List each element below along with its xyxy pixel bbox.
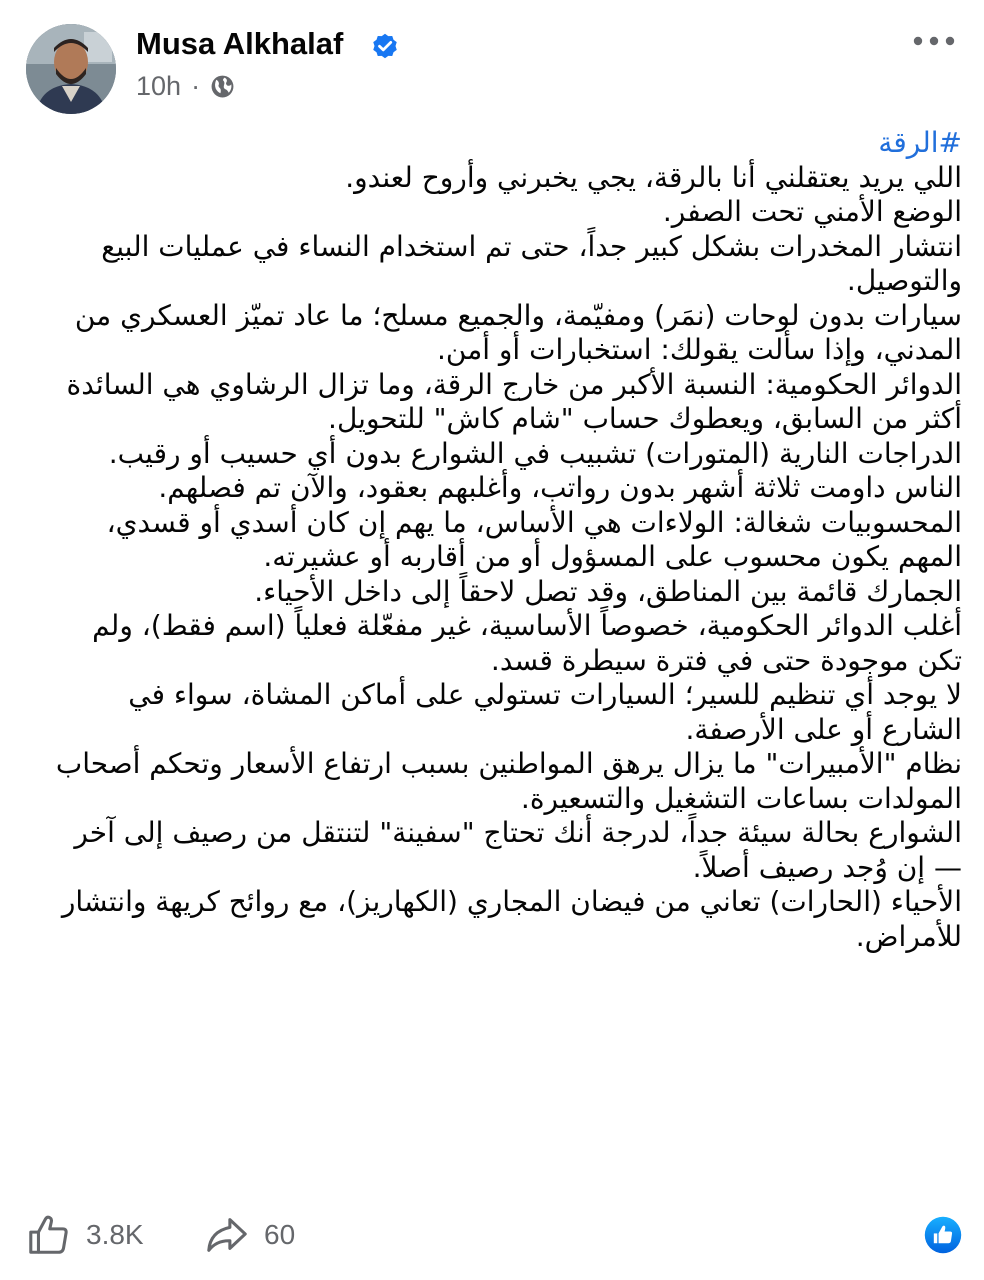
post-text: [40, 126, 962, 954]
like-reaction-icon[interactable]: [924, 1216, 962, 1254]
post-line: نظام "الأمبيرات" ما يزال يرهق المواطنين بسبب ارتفاع الأسعار وتحكم أصحاب المولدات بساعات التشغيل والتسعيرة.: [55, 747, 962, 815]
post-line: سيارات بدون لوحات (نمَر) ومفيّمة، والجميع مسلح؛ ما عاد تميّز العسكري من المدني، وإذا سألت يقولك: استخبارات أو أمن.: [74, 298, 962, 366]
post-line: الدوائر الحكومية: النسبة الأكبر من خارج الرقة، وما تزال الرشاوي هي السائدة أكثر من السابق، ويعطوك حساب "شام كاش" للتحويل.: [66, 367, 962, 435]
post-line: الأحياء (الحارات) تعاني من فيضان المجاري (الكهاريز)، مع روائح كريهة وانتشار للأمراض.: [61, 885, 962, 953]
post-line: أغلب الدوائر الحكومية، خصوصاً الأساسية، غير مفعّلة فعلياً (اسم فقط)، ولم تكن موجودة حتى في فترة سيطرة قسد.: [92, 609, 962, 677]
like-button[interactable]: [26, 1212, 144, 1258]
post-line: الشوارع بحالة سيئة جداً، لدرجة أنك تحتاج "سفينة" لتنتقل من رصيف إلى آخر — إن وُجد رصيف أصلاً.: [74, 816, 962, 884]
like-count: 3.8K: [86, 1219, 144, 1250]
author-name[interactable]: Musa Alkhalaf: [136, 26, 344, 61]
post-line: انتشار المخدرات بشكل كبير جداً، حتى تم استخدام النساء في عمليات البيع والتوصيل.: [101, 229, 962, 297]
globe-icon: [210, 74, 235, 99]
more-options-icon[interactable]: [912, 28, 956, 54]
post-line: المحسوبيات شغالة: الولاءات هي الأساس، ما يهم إن كان أسدي أو قسدي، المهم يكون محسوب على المسؤول أو من أقاربه أو عشيرته.: [106, 505, 962, 573]
share-button[interactable]: [204, 1212, 295, 1258]
thumbs-up-icon: [26, 1212, 72, 1258]
post-header: [0, 0, 984, 130]
author-avatar[interactable]: [26, 24, 116, 114]
post-time[interactable]: 10h: [136, 70, 182, 101]
meta-separator: ·: [191, 70, 201, 101]
post-line: لا يوجد أي تنظيم للسير؛ السيارات تستولي على أماكن المشاة، سواء في الشارع أو على الأرصفة.: [128, 678, 962, 746]
post-line: اللي يريد يعتقلني أنا بالرقة، يجي يخبرني وأروح لعندو.: [345, 160, 962, 194]
post-line: الجمارك قائمة بين المناطق، وقد تصل لاحقاً إلى داخل الأحياء.: [254, 574, 962, 608]
post-meta: [136, 68, 235, 104]
post-line: الناس داومت ثلاثة أشهر بدون رواتب، وأغلبهم بعقود، والآن تم فصلهم.: [158, 471, 962, 504]
share-arrow-icon: [204, 1212, 250, 1258]
verified-badge-icon: [370, 31, 400, 61]
hashtag-link[interactable]: #الرقة: [878, 126, 962, 159]
post-line: الوضع الأمني تحت الصفر.: [662, 195, 962, 228]
post-line: الدراجات النارية (المتورات) تشبيب في الشوارع بدون أي حسيب أو رقيب.: [108, 436, 962, 470]
share-count: 60: [264, 1219, 296, 1250]
post-footer: [0, 1200, 984, 1270]
avatar-photo-icon: [26, 24, 116, 114]
